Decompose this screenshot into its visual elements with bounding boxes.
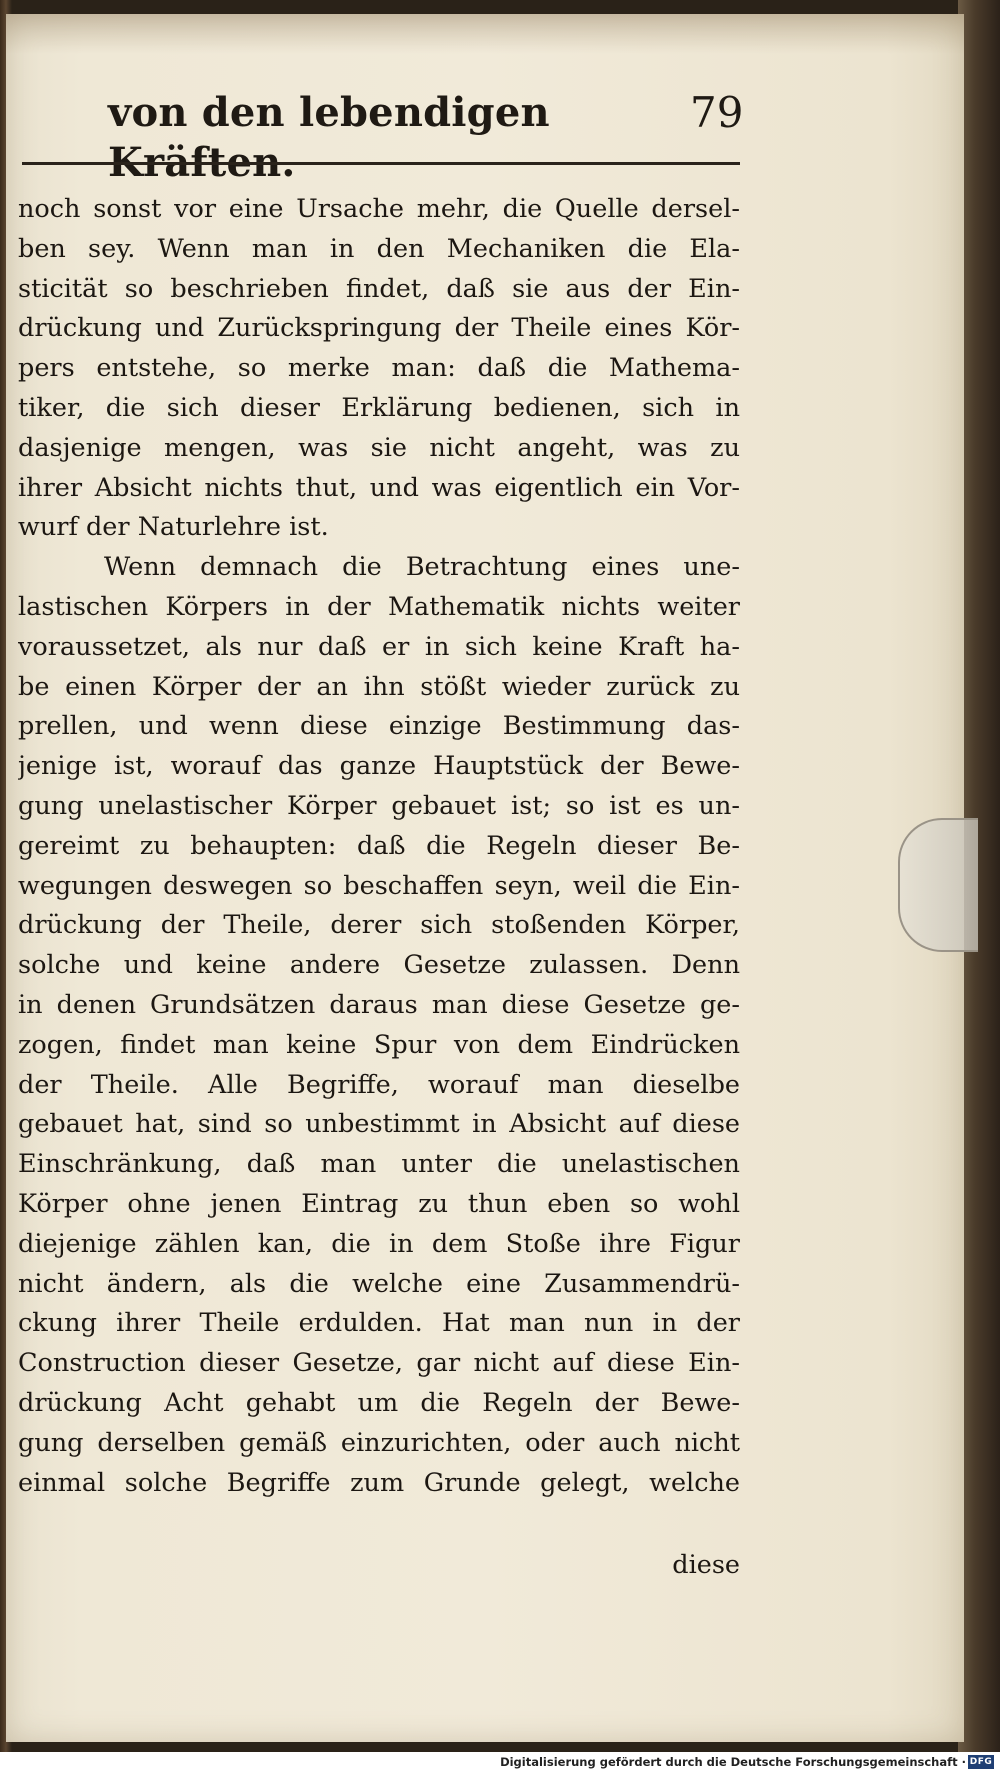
text-line: nicht ändern, als die welche eine Zusammendrü- [18, 1268, 740, 1299]
page-top-shadow [6, 14, 964, 54]
text-line: voraussetzet, als nur daß er in sich keine Kraft ha- [18, 631, 740, 662]
paragraph-first-line: Wenn demnach die Betrachtung eines une- [104, 552, 740, 583]
text-line: jenige ist, worauf das ganze Hauptstück der Bewe- [18, 751, 740, 782]
digitization-credit: Digitalisierung gefördert durch die Deutsche Forschungsgemeinschaft · [500, 1755, 966, 1769]
text-line: gung unelastischer Körper gebauet ist; so ist es un- [18, 790, 740, 821]
show-through-text [788, 440, 938, 620]
text-line: Construction dieser Gesetze, gar nicht auf diese Ein- [18, 1348, 740, 1379]
paper-clip-icon [898, 818, 978, 952]
text-line: dasjenige mengen, was sie nicht angeht, was zu [18, 432, 740, 463]
text-line: Einschränkung, daß man unter die unelastischen [18, 1149, 740, 1180]
catchword: diese [672, 1550, 740, 1580]
dfg-logo-icon: DFG [969, 1757, 993, 1767]
text-line: wurf der Naturlehre ist. [18, 512, 329, 543]
text-line: noch sonst vor eine Ursache mehr, die Quelle dersel- [18, 194, 740, 224]
text-line: gereimt zu behaupten: daß die Regeln dieser Be- [18, 830, 740, 861]
text-line: gung derselben gemäß einzurichten, oder auch nicht [18, 1427, 740, 1458]
text-line: einmal solche Begriffe zum Grunde gelegt, welche [18, 1467, 740, 1498]
text-line: zogen, findet man keine Spur von dem Eindrücken [18, 1029, 740, 1060]
text-line: drückung der Theile, derer sich stoßenden Körper, [18, 910, 740, 941]
header-rule [22, 162, 740, 169]
page-number: 79 [690, 88, 744, 137]
text-line: tiker, die sich dieser Erklärung bedienen, sich in [18, 392, 740, 423]
text-line: pers entstehe, so merke man: daß die Mathema- [18, 353, 740, 384]
text-line: gebauet hat, sind so unbestimmt in Absicht auf diese [18, 1109, 740, 1140]
text-line: ihrer Absicht nichts thut, und was eigentlich ein Vor- [18, 472, 740, 503]
text-line: diejenige zählen kan, die in dem Stoße ihre Figur [18, 1228, 740, 1259]
body-text [18, 190, 740, 1503]
text-line: ben sey. Wenn man in den Mechaniken die Ela- [18, 233, 740, 264]
text-line: be einen Körper der an ihn stößt wieder zurück zu [18, 671, 740, 702]
text-line: prellen, und wenn diese einzige Bestimmung das- [18, 711, 740, 742]
text-line: sticität so beschrieben findet, daß sie aus der Ein- [18, 273, 740, 304]
page-header [108, 88, 748, 186]
running-title: von den lebendigen Kräften. [108, 89, 550, 186]
text-line: drückung Acht gehabt um die Regeln der Bewe- [18, 1387, 740, 1418]
text-line: solche und keine andere Gesetze zulassen. Denn [18, 950, 740, 981]
text-line: lastischen Körpers in der Mathematik nichts weiter [18, 591, 740, 622]
text-line: ckung ihrer Theile erdulden. Hat man nun in der [18, 1308, 740, 1339]
text-line: in denen Grundsätzen daraus man diese Gesetze ge- [18, 989, 740, 1020]
text-line: Körper ohne jenen Eintrag zu thun eben so wohl [18, 1188, 740, 1219]
text-line: drückung und Zurückspringung der Theile eines Kör- [18, 313, 740, 344]
text-line: der Theile. Alle Begriffe, worauf man dieselbe [18, 1069, 740, 1100]
text-line: wegungen deswegen so beschaffen seyn, weil die Ein- [18, 870, 740, 901]
